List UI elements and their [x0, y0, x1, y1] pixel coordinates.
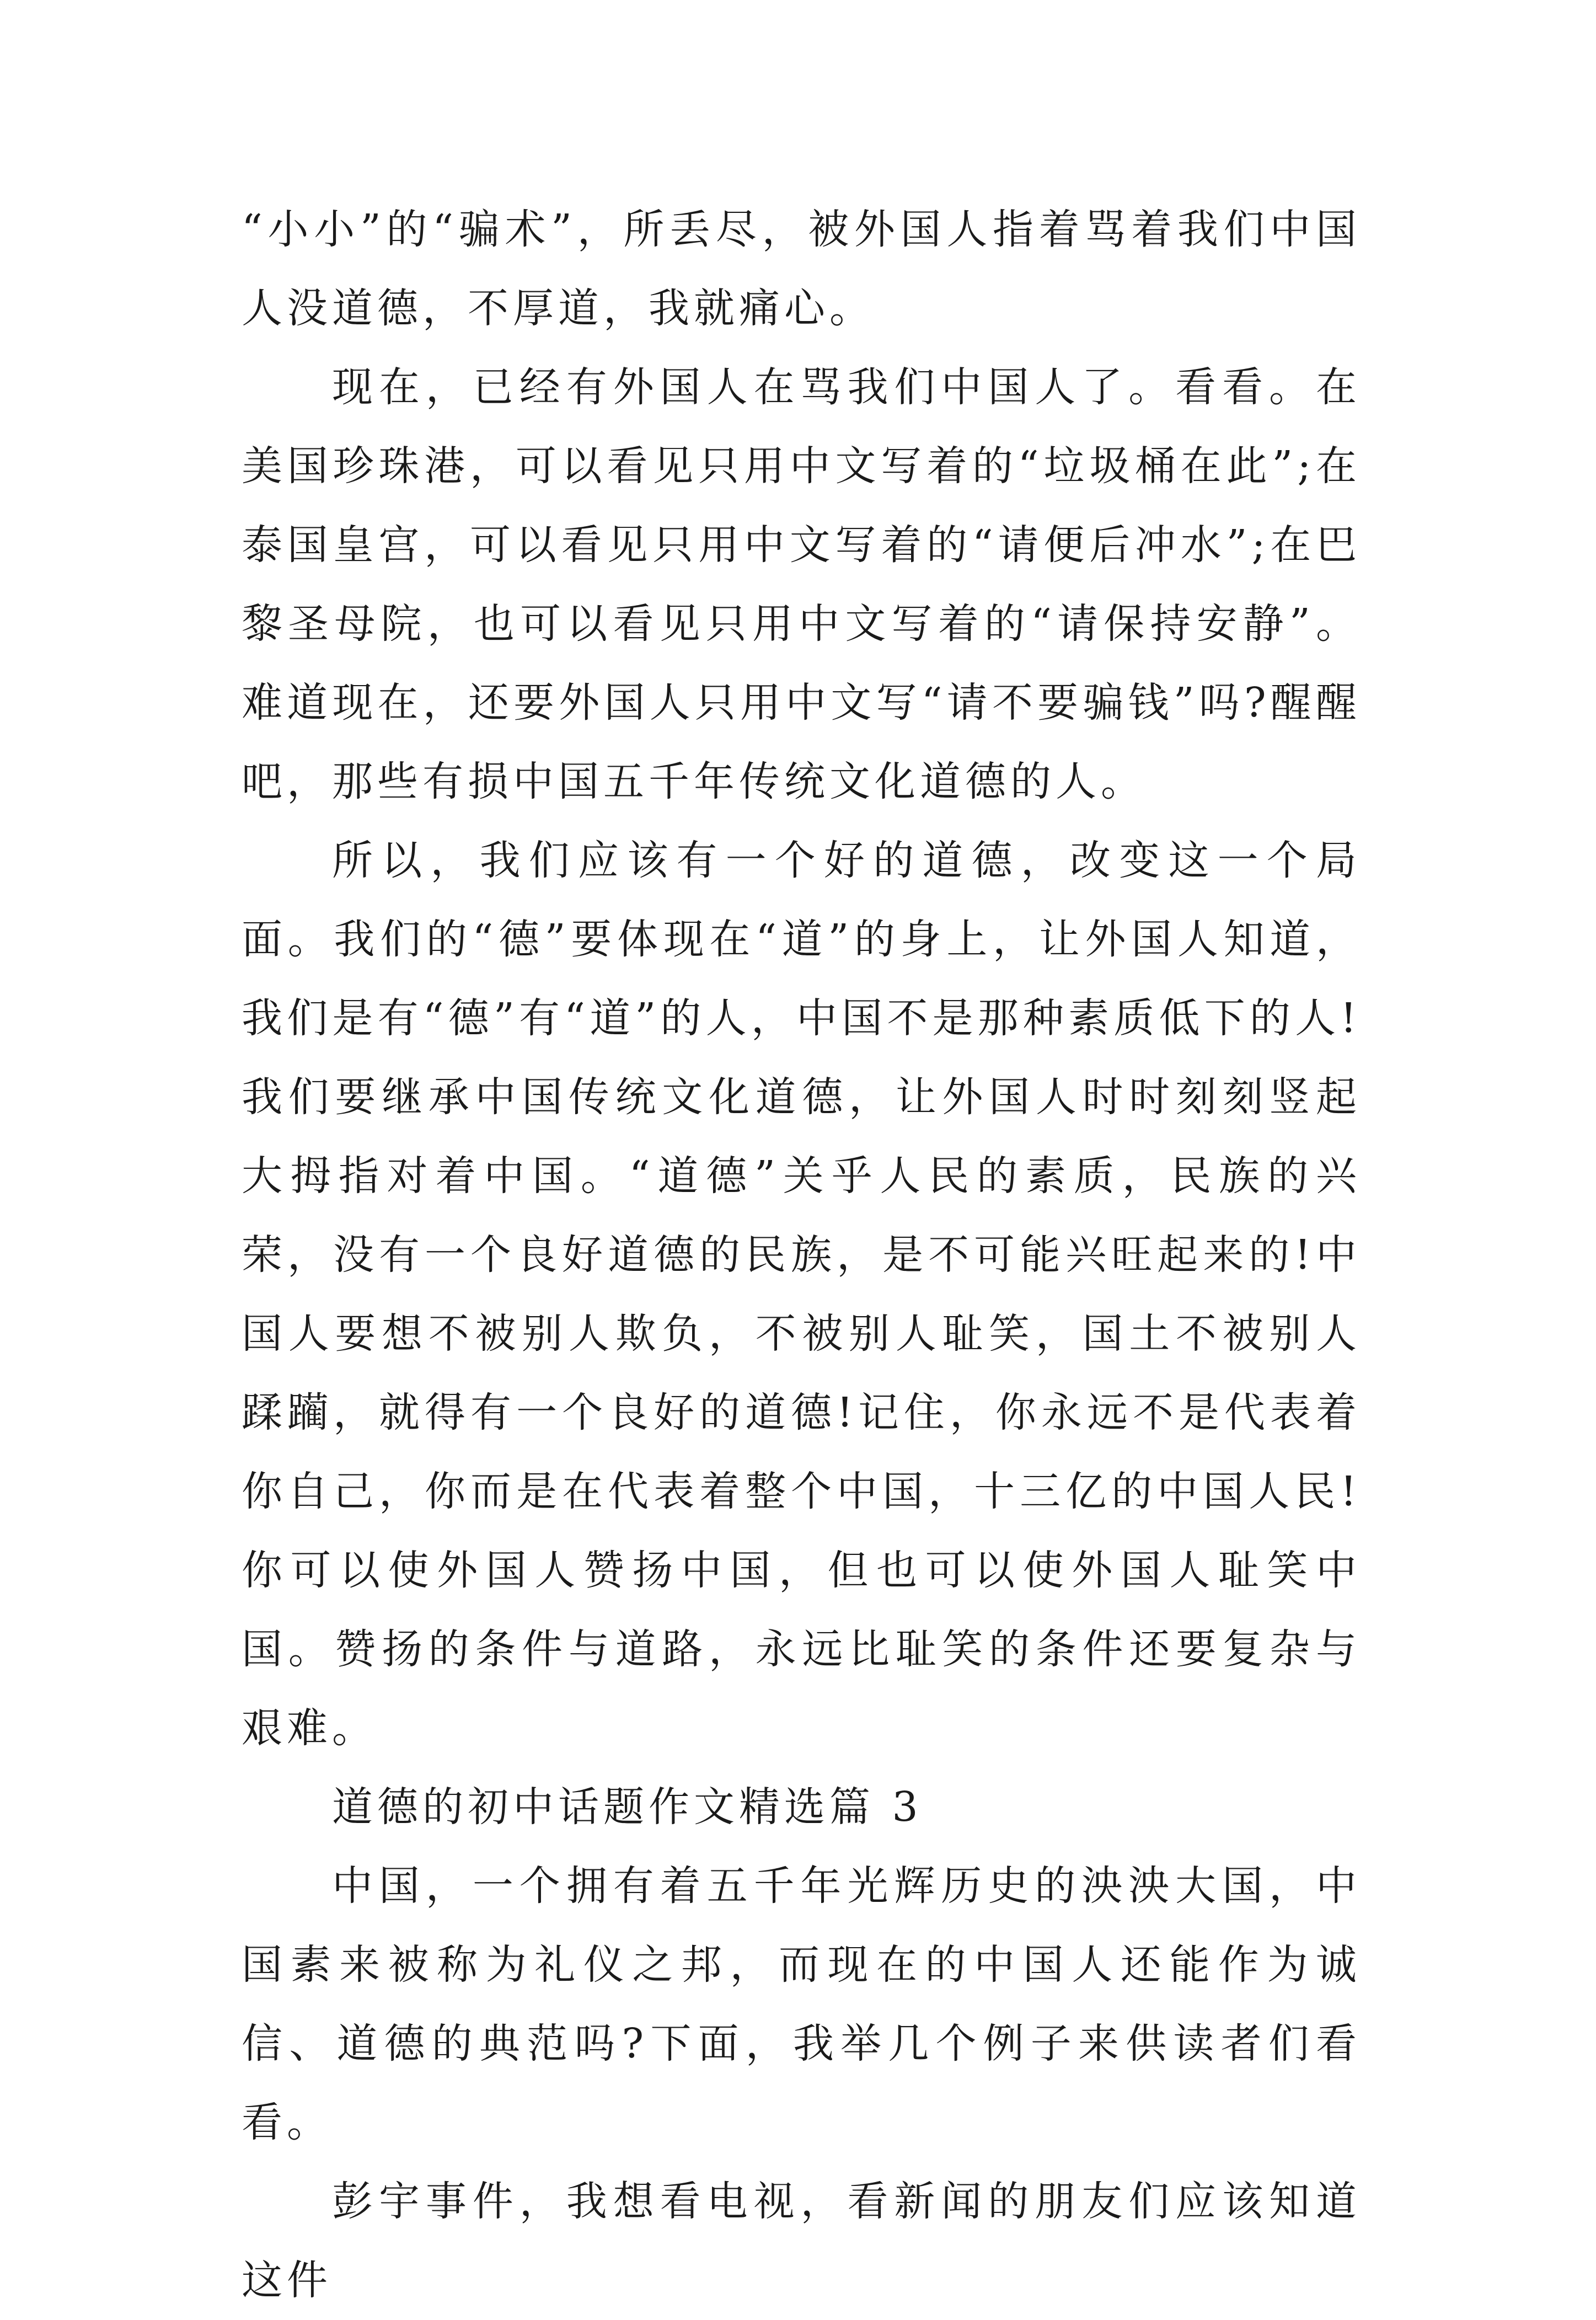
paragraph-3: 所以，我们应该有一个好的道德，改变这一个局面。我们的“德”要体现在“道”的身上，让外国人知道，我们是有“德”有“道”的人，中国不是那种素质低下的人!我们要继承中国传统文化道德，让外国人时时刻刻竖起大拇指对着中国。“道德”关乎人民的素质，民族的兴荣，没有一个良好道德的民族，是不可能兴旺起来的!中国人要想不被别人欺负，不被别人耻笑，国土不被别人蹂躏，就得有一个良好的道德!记住，你永远不是代表着你自己，你而是在代表着整个中国，十三亿的中国人民!你可以使外国人赞扬中国，但也可以使外国人耻笑中国。赞扬的条件与道路，永远比耻笑的条件还要复杂与艰难。: [242, 837, 1361, 1752]
paragraph-2: 现在，已经有外国人在骂我们中国人了。看看。在美国珍珠港，可以看见只用中文写着的“垃圾桶在此”;在泰国皇宫，可以看见只用中文写着的“请便后冲水”;在巴黎圣母院，也可以看见只用中文写着的“请保持安静”。难道现在，还要外国人只用中文写“请不要骗钱”吗?醒醒吧，那些有损中国五千年传统文化道德的人。: [242, 363, 1361, 805]
section-heading: 道德的初中话题作文精选篇 3: [332, 1783, 923, 1831]
paragraph-1: “小小”的“骗术”，所丢尽，被外国人指着骂着我们中国人没道德，不厚道，我就痛心。: [242, 206, 1361, 332]
document-body: [242, 190, 1361, 2320]
paragraph-4: 中国，一个拥有着五千年光辉历史的泱泱大国，中国素来被称为礼仪之邦，而现在的中国人还能作为诚信、道德的典范吗?下面，我举几个例子来供读者们看看。: [242, 1862, 1361, 2146]
paragraph-5: 彭宇事件，我想看电视，看新闻的朋友们应该知道这件: [242, 2178, 1361, 2304]
